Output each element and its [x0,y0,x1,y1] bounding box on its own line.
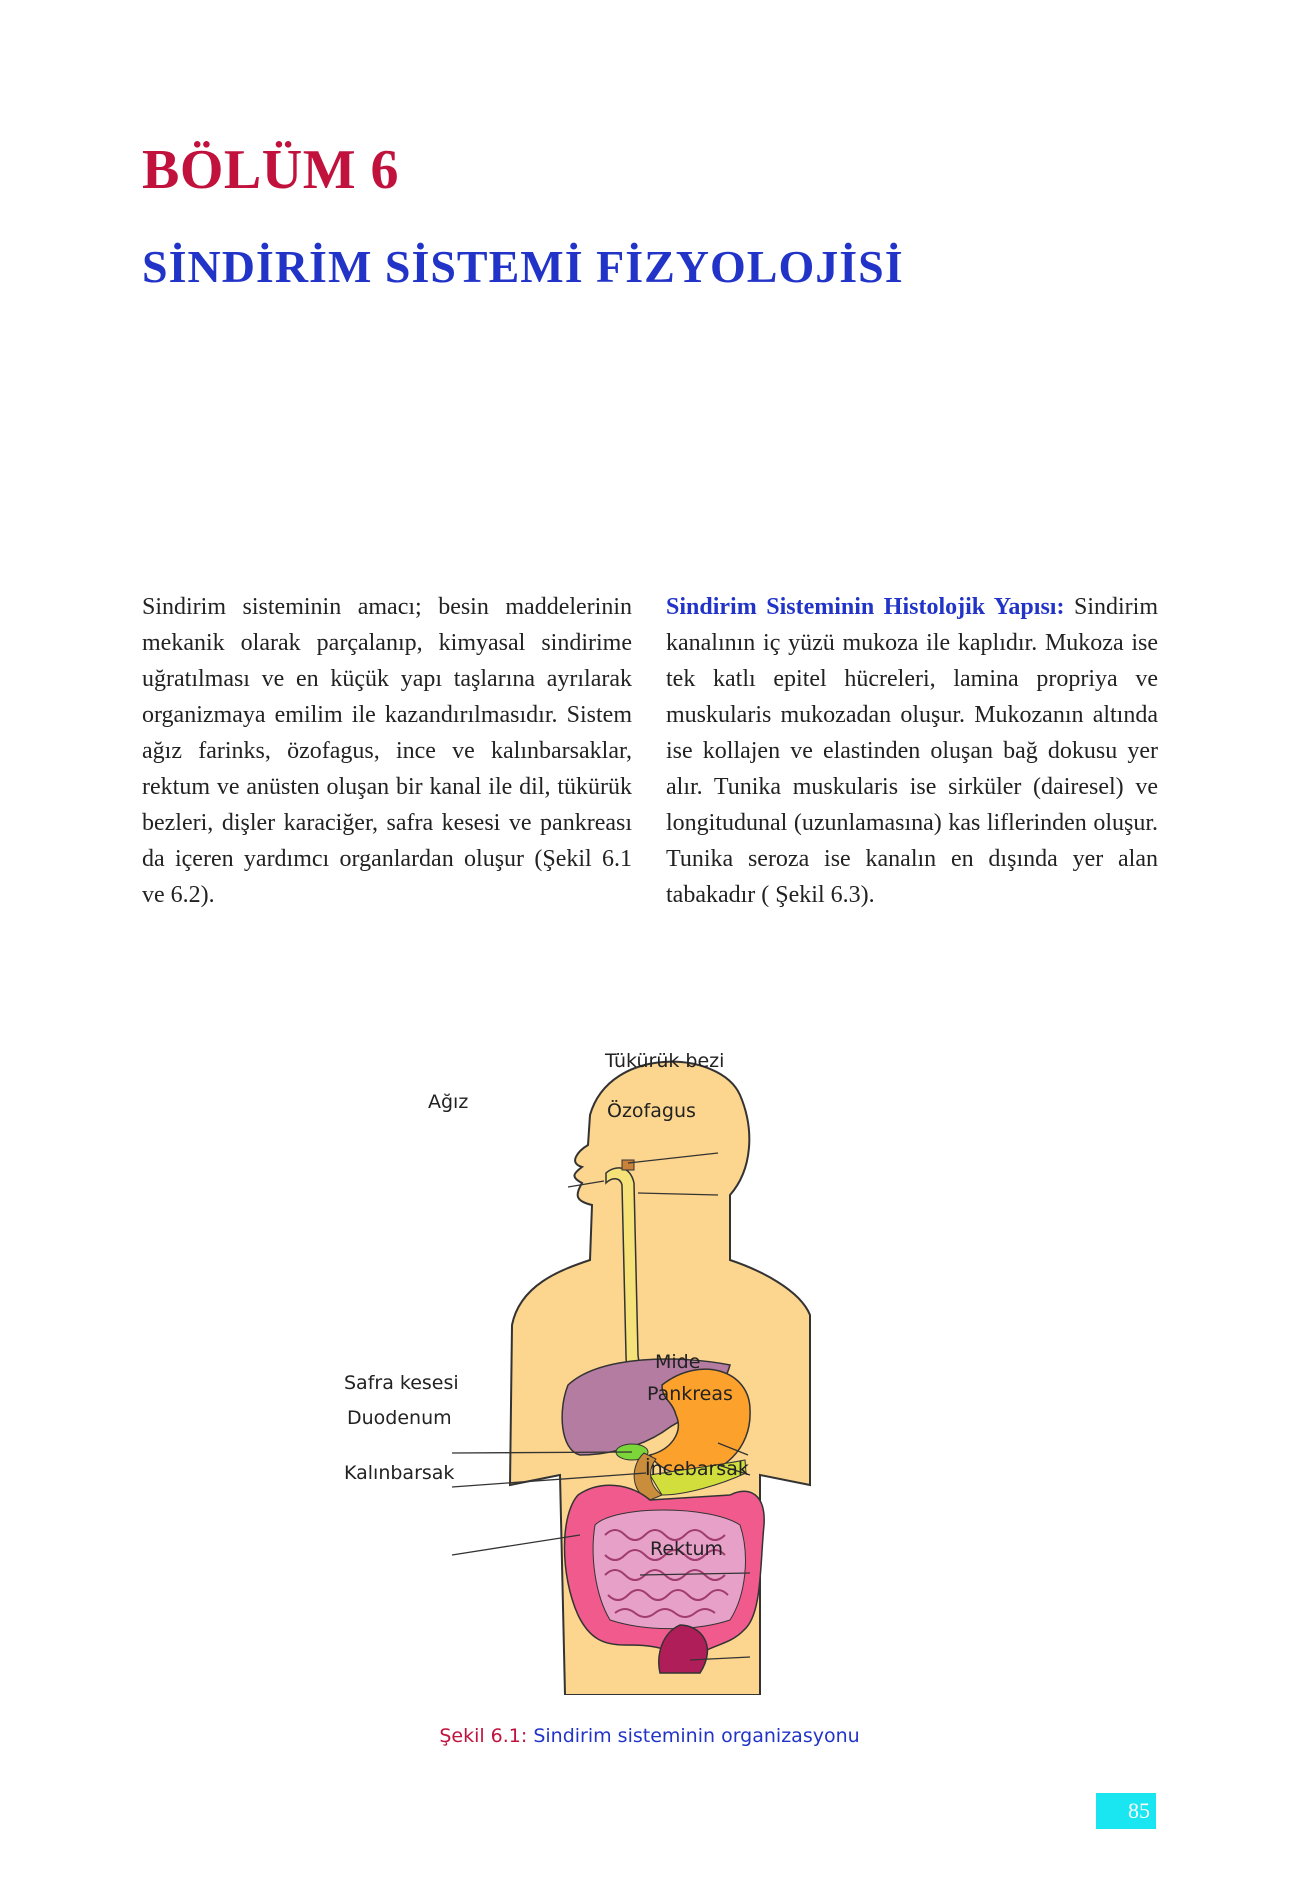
label-esophagus: Özofagus [607,1100,696,1122]
histology-lead: Sindirim Sisteminin Histolojik Yapısı: [666,594,1065,620]
label-large-intestine: Kalınbarsak [344,1462,455,1484]
salivary-gland-shape [622,1160,634,1170]
caption-number: Şekil 6.1: [439,1725,528,1747]
label-small-intestine: İncebarsak [645,1458,749,1480]
chapter-heading: BÖLÜM 6 [142,139,400,201]
label-rectum: Rektum [650,1538,724,1560]
label-stomach: Mide [655,1351,701,1373]
page-number: 85 [1096,1793,1156,1829]
chapter-title: SİNDİRİM SİSTEMİ FİZYOLOJİSİ [142,241,904,292]
label-mouth: Ağız [428,1091,469,1113]
label-pancreas: Pankreas [647,1383,733,1405]
caption-text: Sindirim sisteminin organizasyonu [527,1725,860,1747]
digestive-system-illustration [400,1055,940,1695]
label-salivary-gland: Tükürük bezi [605,1050,725,1072]
intro-paragraph: Sindirim sisteminin amacı; besin maddelerinin mekanik olarak parçalanıp, kimyasal sindirime uğratılması ve en küçük yapı taşlarına ayrılarak organizmaya emilim ile kazandırılmasıdır. Sistem ağız farinks, özofagus, ince ve kalınbarsaklar, rektum ve anüsten oluşan bir kanal ile dil, tükürük bezleri, dişler karaciğer, safra kesesi ve pankreası da içeren yardımcı organlardan oluşur (Şekil 6.1 ve 6.2). [142,594,632,908]
label-gallbladder: Safra kesesi [344,1372,459,1394]
label-duodenum: Duodenum [347,1407,452,1429]
histology-paragraph [666,589,1158,913]
figure-caption [0,1725,1299,1747]
digestive-system-figure [344,1050,940,1695]
histology-text: Sindirim kanalının iç yüzü mukoza ile kaplıdır. Mukoza ise tek katlı epitel hücreleri, lamina propriya ve muskularis mukozadan oluşur. Mukozanın altında ise kollajen ve elastinden oluşan bağ dokusu yer alır. Tunika muskularis ise sirküler (dairesel) ve longitudunal (uzunlamasına) kas liflerinden oluşur. Tunika seroza ise kanalın en dışında yer alan tabakadır ( Şekil 6.3). [666,594,1158,908]
